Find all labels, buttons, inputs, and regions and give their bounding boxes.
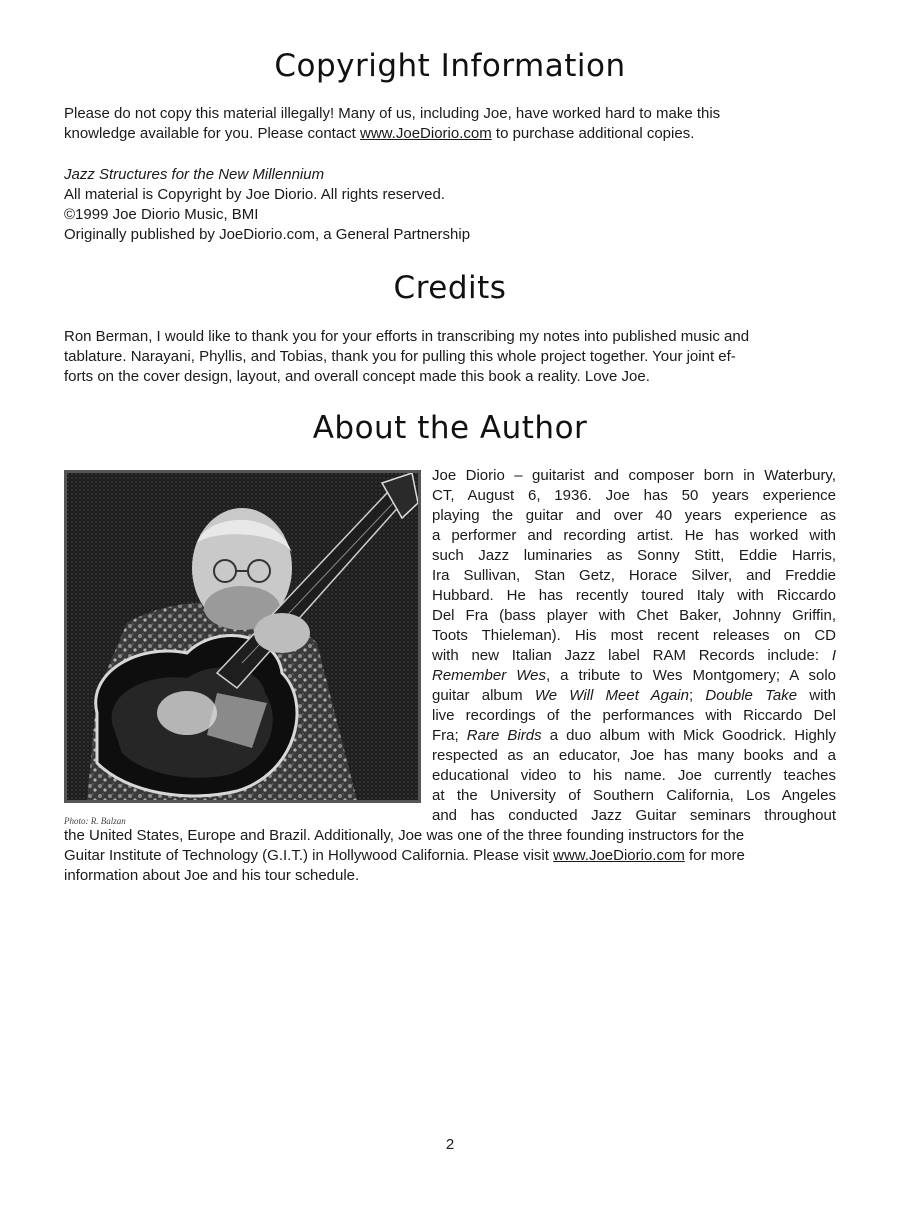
credits-line2: tablature. Narayani, Phyllis, and Tobias, thank you for pulling this whole project together. Your joint ef- (64, 348, 736, 365)
bio-line-10 (432, 646, 836, 666)
bio-line-16: educational video to his name. Joe currently teaches (432, 767, 836, 784)
album-rare-birds: Rare Birds (466, 727, 542, 744)
credits-heading: Credits (393, 270, 507, 306)
bio-line-10-text: with new Italian Jazz label RAM Records include: (432, 647, 820, 664)
joediorio-link-2[interactable]: www.JoeDiorio.com (553, 847, 685, 864)
album-we-will-meet-again: We Will Meet Again (534, 687, 689, 704)
bio-full-line-3: information about Joe and his tour schedule. (64, 867, 360, 884)
copyright-notice (64, 104, 836, 144)
copyright-notice-line2 (64, 124, 836, 144)
bio-line-15: respected as an educator, Joe has many books and a (432, 747, 836, 764)
bio-line-12-b: ; (688, 687, 706, 704)
author-photo (64, 470, 421, 803)
album-double-take: Double Take (705, 687, 798, 704)
bio-line-9: Toots Thieleman). His most recent releases on CD (432, 627, 836, 644)
bio-line-10-italic: I (831, 647, 836, 664)
photo-credit: Photo: R. Balzan (64, 816, 126, 826)
copyright-details (64, 165, 836, 245)
copyright-year: ©1999 Joe Diorio Music, BMI (64, 206, 259, 223)
guitarist-photo-illustration (67, 473, 418, 800)
page-number: 2 (445, 1136, 455, 1153)
credits-line1: Ron Berman, I would like to thank you for your efforts in transcribing my notes into published music and (64, 328, 750, 345)
about-heading: About the Author (312, 410, 588, 446)
book-title: Jazz Structures for the New Millennium (64, 166, 325, 183)
copyright-notice-line1: Please do not copy this material illegally! Many of us, including Joe, have worked hard to make this (64, 105, 721, 122)
bio-line-13: live recordings of the performances with Riccardo Del (432, 707, 836, 724)
bio-line-12-c: with (797, 687, 836, 704)
bio-full-line-2 (64, 846, 836, 866)
bio-line-2: CT, August 6, 1936. Joe has 50 years experience (432, 487, 836, 504)
bio-line-5: such Jazz luminaries as Sonny Stitt, Eddie Harris, (432, 547, 836, 564)
bio-line-8: Del Fra (bass player with Chet Baker, Johnny Griffin, (432, 607, 836, 624)
publisher-line: Originally published by JoeDiorio.com, a General Partnership (64, 226, 471, 243)
bio-line-14-a: Fra; (432, 727, 467, 744)
bio-line-11 (432, 666, 836, 686)
credits-line3: forts on the cover design, layout, and overall concept made this book a reality. Love Joe. (64, 368, 650, 385)
joediorio-link[interactable]: www.JoeDiorio.com (360, 125, 492, 142)
bio-line-3: playing the guitar and over 40 years experience as (432, 507, 836, 524)
bio-line-12-a: guitar album (432, 687, 535, 704)
bio-line-18: and has conducted Jazz Guitar seminars throughout (432, 807, 836, 824)
bio-line-1: Joe Diorio – guitarist and composer born in Waterbury, (432, 467, 836, 484)
bio-line-14-b: a duo album with Mick Goodrick. Highly (541, 727, 836, 744)
bio-line-7: Hubbard. He has recently toured Italy with Riccardo (432, 587, 836, 604)
credits-text (64, 327, 836, 387)
bio-line-11-text: , a tribute to Wes Montgomery; A solo (545, 667, 836, 684)
bio-line-12 (432, 686, 836, 706)
bio-line-14 (432, 726, 836, 746)
notice-text-after: to purchase additional copies. (491, 125, 695, 142)
bio-full-line-2-before: Guitar Institute of Technology (G.I.T.) in Hollywood California. Please visit (64, 847, 554, 864)
bio-line-17: at the University of Southern California, Los Angeles (432, 787, 836, 804)
rights-statement: All material is Copyright by Joe Diorio. All rights reserved. (64, 186, 445, 203)
bio-line-6: Ira Sullivan, Stan Getz, Horace Silver, and Freddie (432, 567, 836, 584)
notice-text-before: knowledge available for you. Please contact (64, 125, 361, 142)
album-remember-wes: Remember Wes (432, 667, 546, 684)
bio-line-4: a performer and recording artist. He has worked with (432, 527, 836, 544)
bio-full-line-2-after: for more (684, 847, 745, 864)
copyright-heading: Copyright Information (274, 48, 626, 84)
bio-full-line-1: the United States, Europe and Brazil. Additionally, Joe was one of the three founding instructors for the (64, 827, 745, 844)
bio-continued (64, 826, 836, 886)
